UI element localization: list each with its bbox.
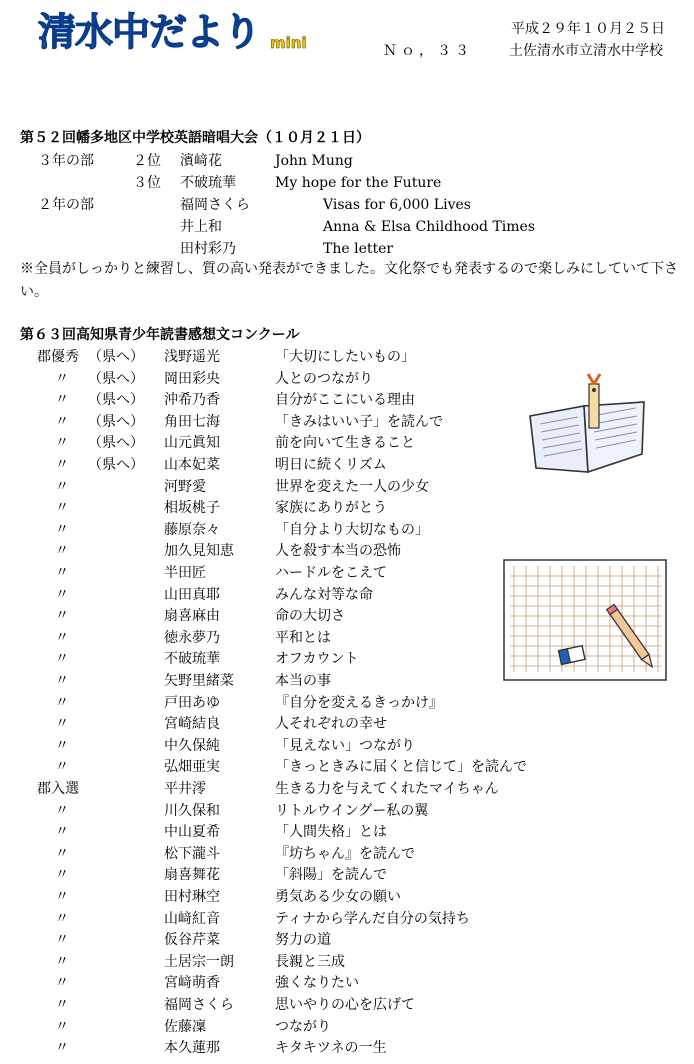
s2-student-name: 平井澪	[164, 781, 206, 797]
s2-essay-title: 明日に続くリズム	[275, 457, 387, 473]
s2-student-name: 加久見知恵	[164, 543, 234, 560]
s1-grade-label: ３年の部	[38, 153, 94, 169]
s2-essay-title: 人を殺す本当の恐怖	[275, 543, 401, 560]
s2-award-label: 〃	[55, 802, 69, 819]
s2-prefecture-note: （県へ）	[88, 413, 144, 430]
manuscript-paper-icon	[500, 556, 672, 688]
s2-student-name: 山﨑紅音	[164, 910, 220, 927]
s2-student-name: 山田真耶	[164, 586, 220, 603]
s2-student-name: 不破琉華	[164, 651, 220, 668]
s1-student-name: 井上和	[180, 219, 222, 235]
s2-student-name: 中久保純	[164, 737, 220, 754]
s2-essay-title: 世界を変えた一人の少女	[275, 478, 429, 495]
s2-essay-title: 人とのつながり	[275, 370, 373, 387]
s2-essay-title: 思いやりの心を広げて	[275, 997, 415, 1013]
s2-essay-title: 「自分より大切なもの」	[275, 521, 429, 538]
s1-student-name: 濱﨑花	[180, 153, 222, 169]
s2-essay-title: 平和とは	[275, 629, 331, 646]
s2-award-label: 〃	[55, 673, 69, 689]
s2-student-name: 徳永夢乃	[164, 629, 220, 646]
s2-student-name: 松下瀧斗	[164, 845, 220, 862]
s2-award-label: 郡入選	[37, 781, 79, 797]
issue-date: 平成２９年１０月２５日	[511, 21, 665, 37]
s2-essay-title: ハードルをこえて	[275, 565, 387, 581]
s2-student-name: 扇喜舞花	[164, 867, 220, 884]
s2-student-name: 川久保和	[164, 802, 220, 819]
s2-prefecture-note: （県へ）	[88, 457, 144, 473]
s2-essay-title: 長親と三成	[275, 953, 345, 970]
newsletter-logo: 清水中だより	[38, 10, 261, 54]
s2-student-name: 福岡さくら	[164, 997, 234, 1013]
s2-award-label: 〃	[55, 824, 69, 841]
s2-student-name: 沖希乃香	[164, 392, 220, 409]
s2-award-label: 〃	[55, 478, 69, 495]
s2-award-label: 〃	[55, 457, 69, 473]
s2-award-label: 〃	[55, 500, 69, 517]
s1-rank-label: ２位	[133, 153, 161, 169]
s2-essay-title: リトルウイングー私の翼	[275, 802, 429, 819]
s2-prefecture-note: （県へ）	[88, 435, 144, 452]
s2-essay-title: 自分がここにいる理由	[275, 392, 415, 409]
s2-essay-title: 「大切にしたいもの」	[275, 349, 415, 365]
s1-student-name: 田村彩乃	[180, 241, 236, 257]
s2-student-name: 仮谷芹菜	[164, 932, 220, 949]
logo-mini-label: mini	[270, 34, 307, 52]
s2-student-name: 藤原奈々	[164, 521, 220, 538]
s2-essay-title: キタキツネの一生	[275, 1040, 387, 1057]
s2-prefecture-note: （県へ）	[88, 392, 144, 409]
s2-award-label: 〃	[55, 1018, 69, 1035]
s2-award-label: 〃	[55, 629, 69, 646]
s2-student-name: 本久蓮那	[164, 1040, 220, 1057]
s2-student-name: 宮崎結良	[164, 716, 220, 733]
s2-award-label: 〃	[55, 521, 69, 538]
s2-award-label: 〃	[55, 608, 69, 625]
s2-essay-title: 「斜陽」を読んで	[275, 867, 387, 884]
s2-essay-title: 命の大切さ	[275, 608, 345, 625]
s2-essay-title: つながり	[275, 1018, 331, 1035]
s2-student-name: 相坂桃子	[164, 500, 220, 517]
s2-essay-title: 努力の道	[275, 932, 331, 949]
s2-essay-title: 「見えない」つながり	[275, 737, 415, 754]
s2-student-name: 土居宗一朗	[164, 953, 234, 970]
issue-number: Ｎｏ，３３	[383, 43, 473, 59]
s2-award-label: 〃	[55, 543, 69, 560]
s2-student-name: 矢野里緒菜	[164, 673, 234, 689]
section2-title: 第６３回高知県青少年読書感想文コンクール	[20, 327, 300, 343]
s2-student-name: 宮﨑萌香	[164, 975, 220, 992]
s2-essay-title: 「きっときみに届くと信じて」を読んで	[275, 759, 527, 776]
s1-grade-label: ２年の部	[38, 197, 94, 213]
s2-student-name: 角田七海	[164, 413, 220, 430]
s2-award-label: 〃	[55, 889, 69, 905]
s2-student-name: 岡田彩央	[164, 370, 220, 387]
s2-student-name: 戸田あゆ	[164, 694, 220, 711]
s2-award-label: 〃	[55, 737, 69, 754]
s2-prefecture-note: （県へ）	[88, 349, 144, 365]
s2-essay-title: 『自分を変えるきっかけ』	[275, 694, 443, 711]
s1-rank-label: ３位	[133, 175, 161, 191]
s2-award-label: 〃	[55, 565, 69, 581]
s2-student-name: 弘畑亜実	[164, 759, 220, 776]
s2-essay-title: 前を向いて生きること	[275, 435, 415, 452]
s1-student-name: 不破琉華	[180, 175, 236, 191]
s2-award-label: 〃	[55, 392, 69, 409]
s1-work-title: Visas for 6,000 Lives	[323, 197, 471, 213]
s2-essay-title: オフカウント	[275, 651, 359, 668]
section1-title: 第５２回幡多地区中学校英語暗唱大会（１０月２１日）	[20, 130, 370, 146]
s2-award-label: 〃	[55, 413, 69, 430]
s2-essay-title: 強くなりたい	[275, 975, 359, 992]
s2-essay-title: 人それぞれの幸せ	[275, 716, 387, 733]
s2-essay-title: 『坊ちゃん』を読んで	[275, 845, 415, 862]
school-name: 土佐清水市立清水中学校	[509, 43, 663, 59]
s2-award-label: 〃	[55, 975, 69, 992]
s2-award-label: 〃	[55, 435, 69, 452]
s2-essay-title: 勇気ある少女の願い	[275, 889, 401, 905]
s1-work-title: The letter	[323, 241, 394, 257]
open-book-icon	[526, 372, 650, 478]
s2-student-name: 半田匠	[164, 565, 206, 581]
s2-student-name: 浅野遥光	[164, 349, 220, 365]
s2-award-label: 〃	[55, 651, 69, 668]
s2-award-label: 郡優秀	[37, 349, 79, 365]
s2-award-label: 〃	[55, 845, 69, 862]
s2-award-label: 〃	[55, 997, 69, 1013]
s2-essay-title: ティナから学んだ自分の気持ち	[275, 910, 470, 927]
s2-student-name: 中山夏希	[164, 824, 220, 841]
s2-essay-title: 家族にありがとう	[275, 500, 387, 517]
s2-award-label: 〃	[55, 867, 69, 884]
s2-essay-title: 「きみはいい子」を読んで	[275, 413, 443, 430]
s2-prefecture-note: （県へ）	[88, 370, 144, 387]
s2-essay-title: みんな対等な命	[275, 586, 373, 603]
s2-award-label: 〃	[55, 953, 69, 970]
s1-work-title: Anna & Elsa Childhood Times	[323, 219, 536, 235]
s2-student-name: 山元眞知	[164, 435, 220, 452]
s2-student-name: 河野愛	[164, 478, 206, 495]
s2-award-label: 〃	[55, 932, 69, 949]
s2-award-label: 〃	[55, 694, 69, 711]
section1-note: ※全員がしっかりと練習し、質の高い発表ができました。文化祭でも発表するので楽しみにしていて下さい。	[20, 261, 678, 300]
s2-student-name: 山本妃菜	[164, 457, 220, 473]
s2-student-name: 佐藤凜	[164, 1018, 206, 1035]
s2-student-name: 扇喜麻由	[164, 608, 220, 625]
s1-work-title: My hope for the Future	[275, 175, 442, 191]
s2-essay-title: 「人間失格」とは	[275, 824, 387, 841]
s2-award-label: 〃	[55, 370, 69, 387]
s1-work-title: John Mung	[275, 153, 353, 169]
s2-essay-title: 生きる力を与えてくれたマイちゃん	[275, 781, 499, 797]
s2-essay-title: 本当の事	[275, 673, 331, 689]
s2-award-label: 〃	[55, 910, 69, 927]
s2-award-label: 〃	[55, 759, 69, 776]
s2-award-label: 〃	[55, 716, 69, 733]
s2-award-label: 〃	[55, 1040, 69, 1057]
s2-award-label: 〃	[55, 586, 69, 603]
s1-student-name: 福岡さくら	[180, 197, 250, 213]
s2-student-name: 田村琳空	[164, 889, 220, 905]
